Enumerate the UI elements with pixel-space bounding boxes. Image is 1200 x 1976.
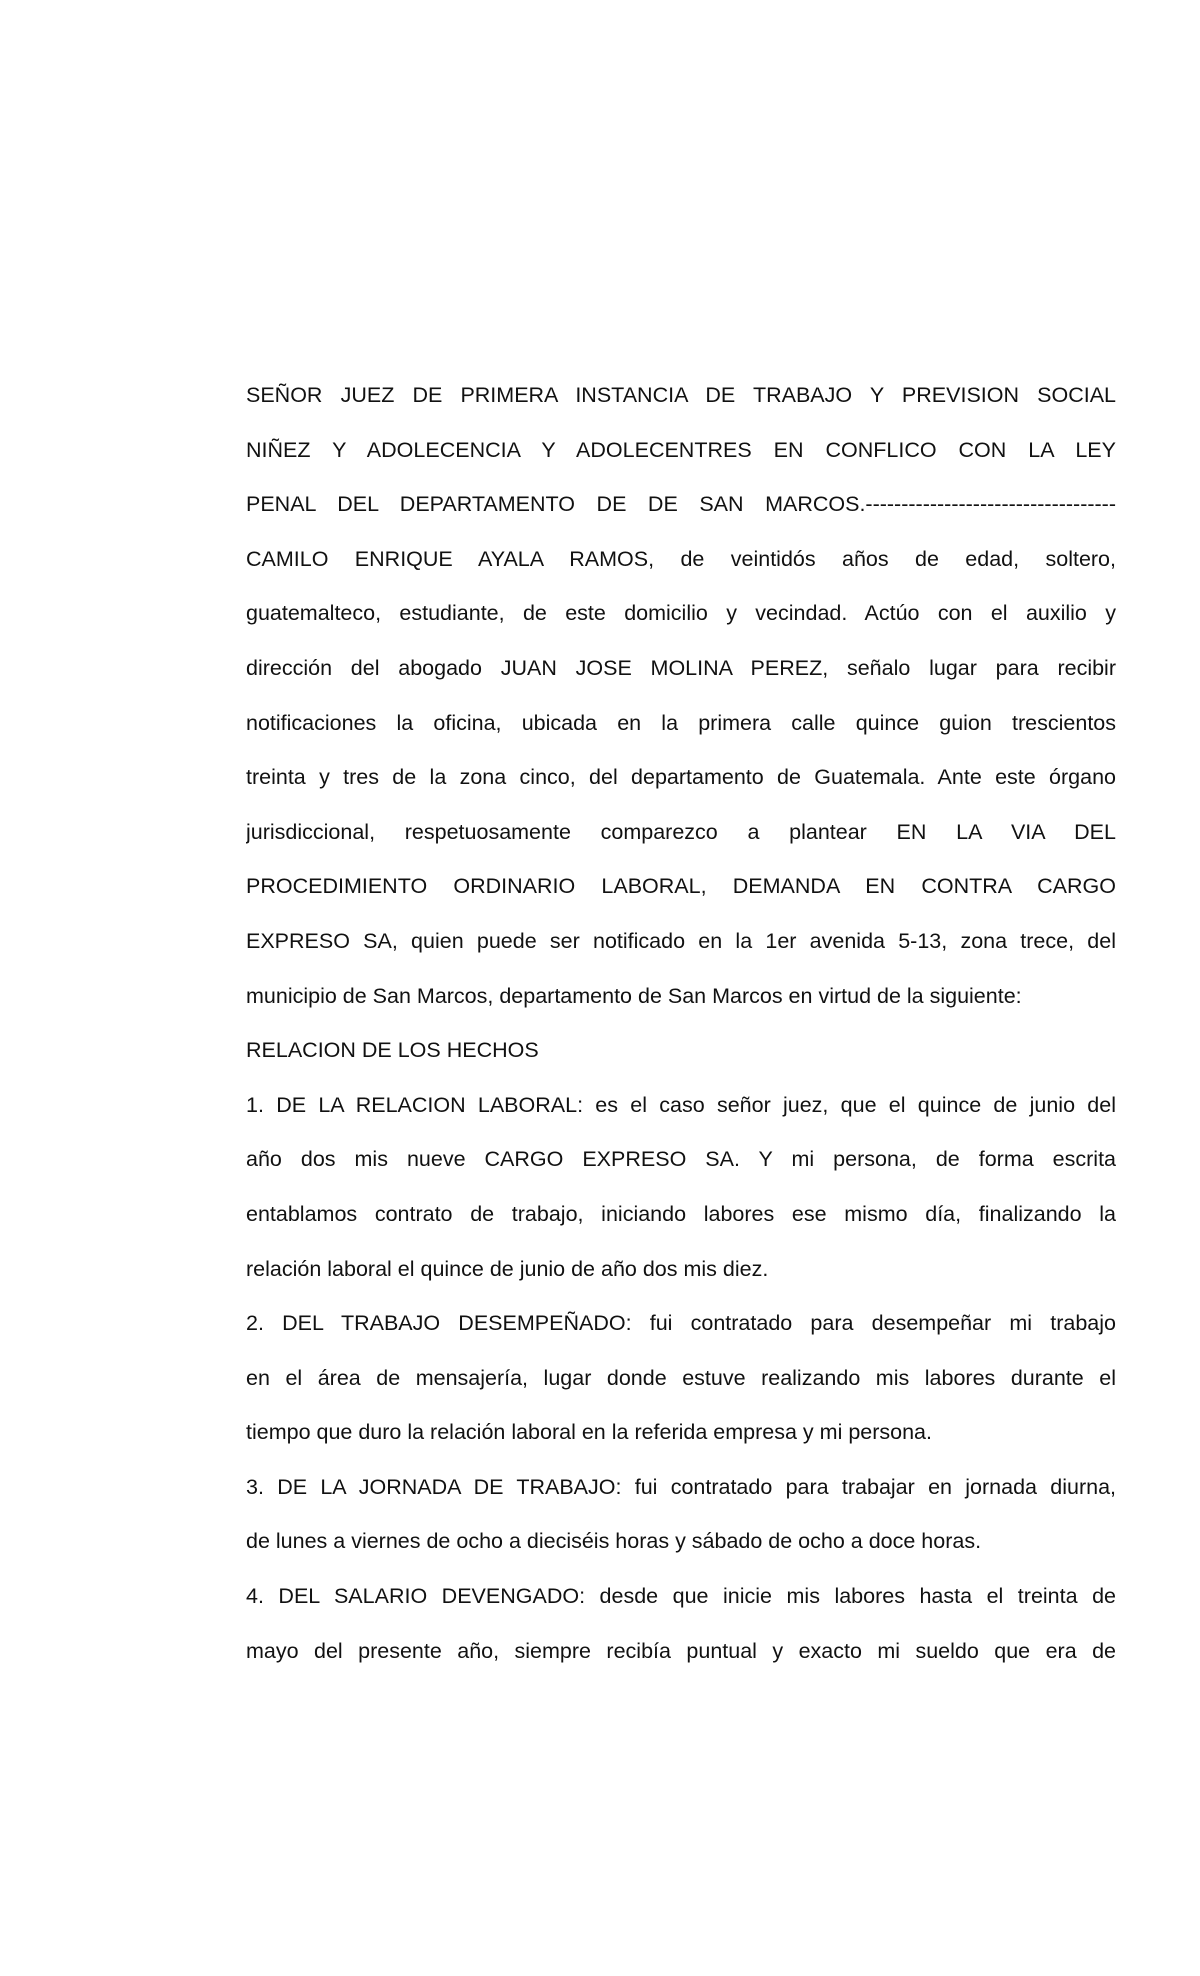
document-line: año dos mis nueve CARGO EXPRESO SA. Y mi persona, de forma escrita [246, 1147, 1116, 1172]
document-line: RELACION DE LOS HECHOS [246, 1038, 539, 1063]
document-line: 1. DE LA RELACION LABORAL: es el caso señor juez, que el quince de junio del [246, 1092, 1116, 1117]
document-line: en el área de mensajería, lugar donde estuve realizando mis labores durante el [246, 1365, 1116, 1390]
document-line: guatemalteco, estudiante, de este domicilio y vecindad. Actúo con el auxilio y [246, 601, 1116, 626]
document-line: notificaciones la oficina, ubicada en la primera calle quince guion trescientos [246, 710, 1116, 735]
document-line: tiempo que duro la relación laboral en la referida empresa y mi persona. [246, 1420, 932, 1445]
document-line: mayo del presente año, siempre recibía puntual y exacto mi sueldo que era de [246, 1638, 1116, 1663]
document-line: entablamos contrato de trabajo, iniciando labores ese mismo día, finalizando la [246, 1201, 1116, 1226]
document-line: CAMILO ENRIQUE AYALA RAMOS, de veintidós años de edad, soltero, [246, 546, 1116, 571]
document-line: dirección del abogado JUAN JOSE MOLINA PEREZ, señalo lugar para recibir [246, 655, 1116, 680]
document-line: NIÑEZ Y ADOLECENCIA Y ADOLECENTRES EN CONFLICO CON LA LEY [246, 437, 1116, 462]
document-line: treinta y tres de la zona cinco, del departamento de Guatemala. Ante este órgano [246, 765, 1116, 790]
document-line: PROCEDIMIENTO ORDINARIO LABORAL, DEMANDA EN CONTRA CARGO [246, 874, 1116, 899]
document-line: municipio de San Marcos, departamento de San Marcos en virtud de la siguiente: [246, 983, 1022, 1008]
document-line: jurisdiccional, respetuosamente comparezco a plantear EN LA VIA DEL [246, 819, 1116, 844]
document-line: de lunes a viernes de ocho a dieciséis horas y sábado de ocho a doce horas. [246, 1529, 982, 1554]
document-line: PENAL DEL DEPARTAMENTO DE DE SAN MARCOS.----------------------------------- [246, 492, 1116, 517]
document-line: 2. DEL TRABAJO DESEMPEÑADO: fui contratado para desempeñar mi trabajo [246, 1311, 1116, 1336]
document-line: 3. DE LA JORNADA DE TRABAJO: fui contratado para trabajar en jornada diurna, [246, 1474, 1116, 1499]
document-body [246, 368, 1116, 1678]
document-line: SEÑOR JUEZ DE PRIMERA INSTANCIA DE TRABAJO Y PREVISION SOCIAL [246, 383, 1116, 407]
document-line: 4. DEL SALARIO DEVENGADO: desde que inicie mis labores hasta el treinta de [246, 1584, 1116, 1609]
document-line: relación laboral el quince de junio de año dos mis diez. [246, 1256, 769, 1281]
document-line: EXPRESO SA, quien puede ser notificado en la 1er avenida 5-13, zona trece, del [246, 928, 1116, 953]
